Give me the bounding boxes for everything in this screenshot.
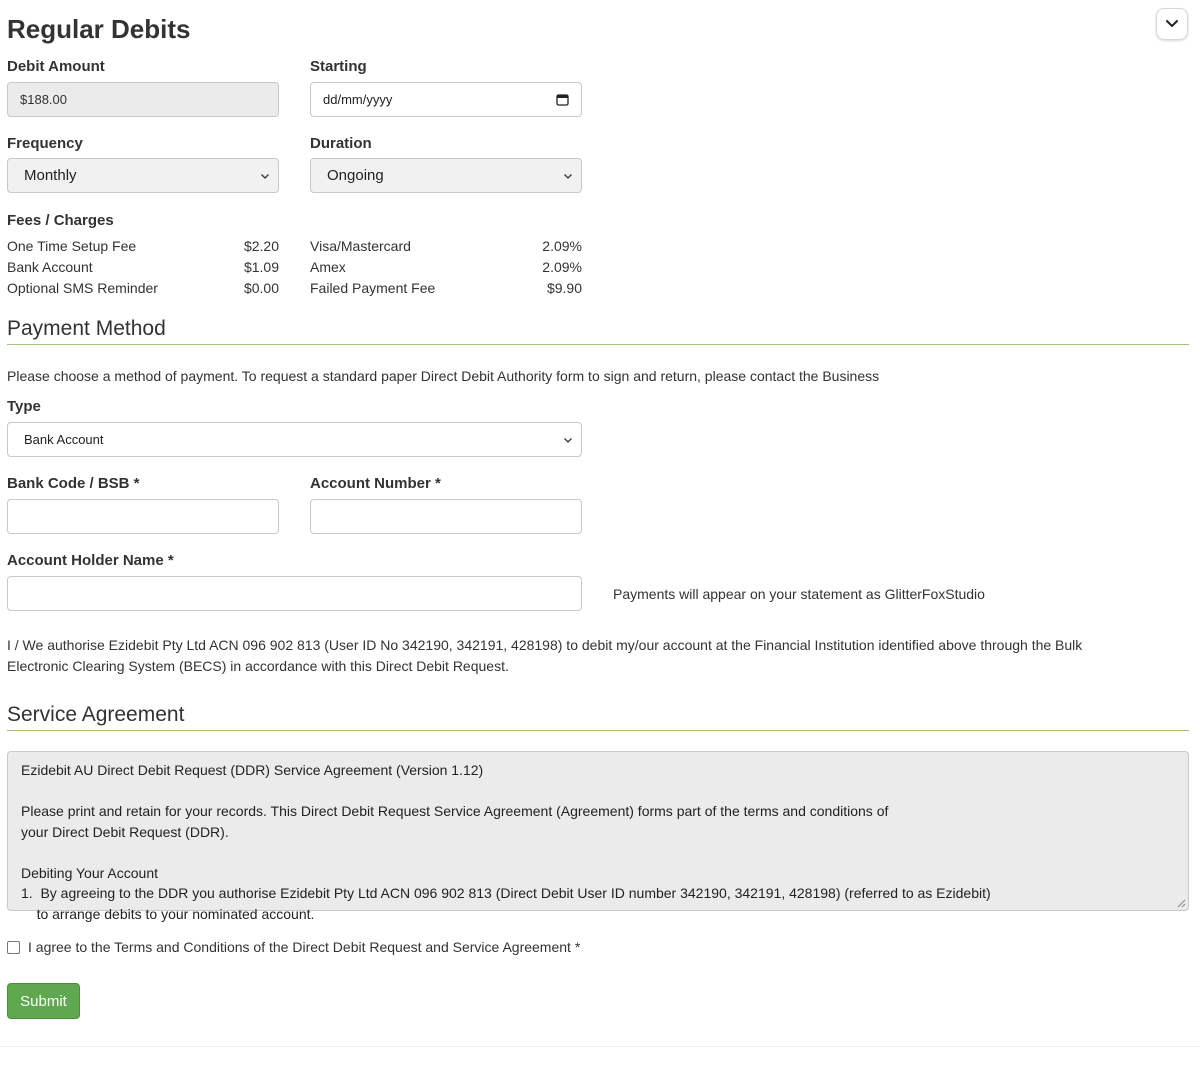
fee-value: $1.09 — [243, 259, 279, 275]
frequency-select[interactable] — [7, 158, 279, 193]
section-divider — [7, 344, 1189, 345]
fee-value: 2.09% — [542, 238, 582, 254]
calendar-icon[interactable] — [556, 93, 569, 106]
bsb-label: Bank Code / BSB * — [7, 475, 140, 492]
fee-value: $9.90 — [546, 280, 582, 296]
page-title: Regular Debits — [7, 14, 191, 44]
debit-amount-label: Debit Amount — [7, 58, 105, 75]
service-agreement-title: Service Agreement — [7, 703, 185, 726]
frequency-label: Frequency — [7, 135, 83, 152]
fee-value: $2.20 — [243, 238, 279, 254]
fee-value: $0.00 — [243, 280, 279, 296]
agreement-spacer — [21, 842, 1175, 863]
footer-divider — [0, 1046, 1200, 1047]
fee-name: Amex — [310, 259, 346, 275]
agreement-textarea[interactable] — [7, 751, 1189, 922]
agree-label[interactable]: I agree to the Terms and Conditions of the Direct Debit Request and Service Agreement * — [28, 939, 581, 955]
duration-select[interactable] — [310, 158, 582, 193]
fee-name: One Time Setup Fee — [7, 238, 137, 254]
chevron-down-icon — [563, 171, 573, 181]
fee-name: Bank Account — [7, 259, 93, 275]
chevron-down-icon — [1166, 20, 1178, 28]
duration-label: Duration — [310, 135, 372, 152]
fee-name: Optional SMS Reminder — [7, 280, 158, 296]
submit-button[interactable]: Submit — [7, 983, 80, 1019]
agreement-spacer — [21, 781, 1175, 802]
fee-name: Failed Payment Fee — [310, 280, 436, 296]
agree-checkbox[interactable] — [7, 941, 20, 954]
starting-label: Starting — [310, 58, 367, 75]
duration-value: Ongoing — [327, 167, 384, 184]
section-divider — [7, 730, 1189, 731]
fee-name: Visa/Mastercard — [310, 238, 411, 254]
collapse-button[interactable] — [1156, 8, 1188, 40]
authorisation-line: I / We authorise Ezidebit Pty Ltd ACN 096 902 813 (User ID No 342190, 342191, 428198) to debit my/our account at the Financial Institution identified above through the Bulk — [7, 637, 1083, 653]
starting-date-placeholder: dd/mm/yyyy — [323, 92, 393, 107]
agreement-item: 1. By agreeing to the DDR you authorise Ezidebit Pty Ltd ACN 096 902 813 (Direct Debit User ID number 342190, 342191, 428198) (referred to as Ezidebit) — [21, 885, 991, 901]
debit-amount-input — [7, 82, 279, 117]
account-number-input[interactable] — [310, 499, 582, 534]
authorisation-line: Electronic Clearing System (BECS) in accordance with this Direct Debit Request. — [7, 658, 509, 674]
debit-amount-value: $188.00 — [20, 92, 67, 107]
bsb-input[interactable] — [7, 499, 279, 534]
account-holder-label: Account Holder Name * — [7, 552, 174, 569]
authorisation-text — [7, 635, 1192, 677]
payment-type-select[interactable] — [7, 422, 582, 457]
payment-intro-text: Please choose a method of payment. To request a standard paper Direct Debit Authority form to sign and return, please contact the Business — [7, 368, 880, 384]
resize-grip-icon[interactable] — [1176, 898, 1186, 908]
agreement-item: to arrange debits to your nominated account. — [21, 905, 315, 922]
frequency-value: Monthly — [24, 167, 77, 184]
agreement-paragraph: Please print and retain for your records. This Direct Debit Request Service Agreement (Agreement) forms part of the terms and conditions of — [21, 803, 889, 819]
account-number-label: Account Number * — [310, 475, 441, 492]
statement-note: Payments will appear on your statement as GlitterFoxStudio — [613, 586, 985, 602]
fee-value: 2.09% — [542, 259, 582, 275]
agreement-subheading: Debiting Your Account — [21, 864, 158, 881]
account-holder-input[interactable] — [7, 576, 582, 611]
chevron-down-icon — [563, 435, 573, 445]
payment-type-value: Bank Account — [24, 432, 104, 447]
fees-title: Fees / Charges — [7, 212, 114, 229]
agreement-paragraph: your Direct Debit Request (DDR). — [21, 823, 229, 840]
chevron-down-icon — [260, 171, 270, 181]
starting-date-input[interactable] — [310, 82, 582, 117]
payment-method-title: Payment Method — [7, 317, 166, 340]
agreement-heading: Ezidebit AU Direct Debit Request (DDR) Service Agreement (Version 1.12) — [21, 762, 484, 778]
type-label: Type — [7, 398, 41, 415]
